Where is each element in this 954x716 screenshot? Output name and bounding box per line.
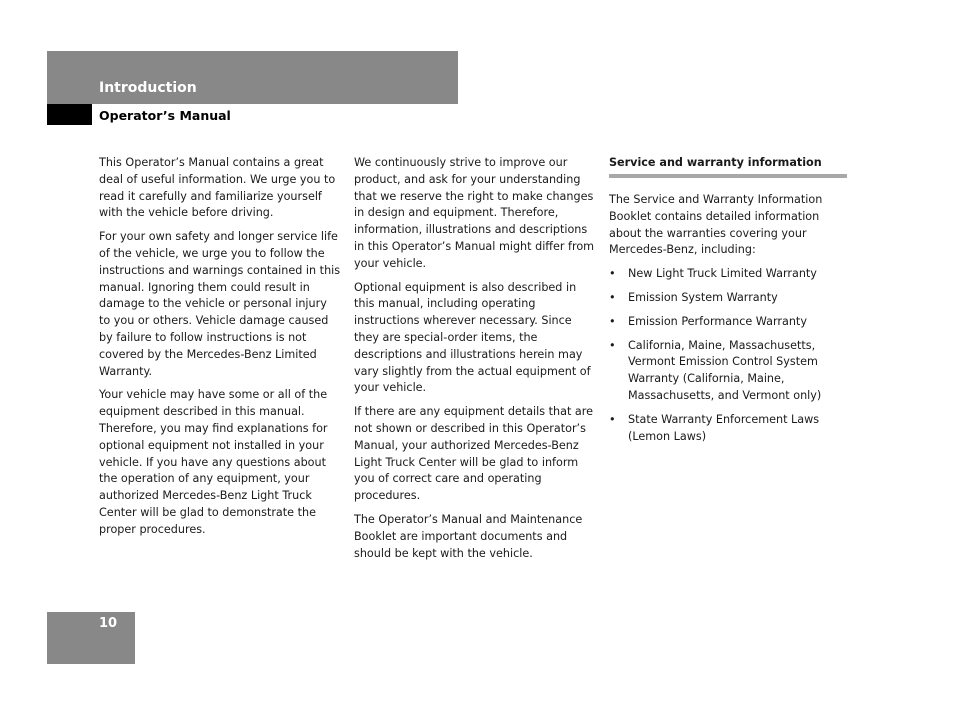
text-column-3 [609, 155, 847, 452]
text-column-1 [99, 155, 341, 546]
bullet-icon: • [609, 338, 616, 352]
list-item [609, 412, 847, 446]
paragraph: The Operator’s Manual and Maintenance Booklet are important documents and should be kept with the vehicle. [354, 512, 583, 560]
list-item-text: Emission System Warranty [628, 290, 778, 304]
warranty-heading: Service and warranty information [609, 155, 847, 178]
page-number: 10 [99, 616, 118, 631]
bullet-icon: • [609, 412, 616, 426]
warranty-list [609, 266, 847, 445]
list-item [609, 290, 847, 307]
bullet-icon: • [609, 314, 616, 328]
list-item-text: California, Maine, Massachusetts, Vermont Emission Control System Warranty (California, Maine, Massachusetts, and Vermont only) [628, 338, 822, 402]
paragraph: Your vehicle may have some or all of the equipment described in this manual. Therefore, you may find explanations for optional equipment not installed in your vehicle. If you have any questions about the operation of any equipment, your authorized Mercedes-Benz Light Truck Center will be glad to demonstrate the proper procedures. [99, 388, 328, 536]
paragraph: Optional equipment is also described in this manual, including operating instructions wherever necessary. Since they are special-order items, the descriptions and illustrations herein may vary slightly from the actual equipment of your vehicle. [354, 280, 591, 395]
warranty-intro: The Service and Warranty Information Booklet contains detailed information about the warranties covering your Mercedes-Benz, including: [609, 193, 823, 257]
paragraph: This Operator’s Manual contains a great deal of useful information. We urge you to read it carefully and familiarize yourself with the vehicle before driving. [99, 156, 336, 220]
subsection-title: Operator’s Manual [99, 108, 231, 123]
section-tab-marker [47, 104, 92, 125]
paragraph: For your own safety and longer service life of the vehicle, we urge you to follow the instructions and warnings contained in this manual. Ignoring them could result in damage to the vehicle or personal injury to you or others. Vehicle damage caused by failure to follow instructions is not covered by the Mercedes-Benz Limited Warranty. [99, 230, 341, 378]
list-item [609, 266, 847, 283]
list-item-text: Emission Performance Warranty [628, 314, 807, 328]
page-number-box [47, 612, 135, 664]
list-item [609, 338, 847, 405]
bullet-icon: • [609, 290, 616, 304]
section-title: Introduction [99, 80, 197, 96]
paragraph: If there are any equipment details that are not shown or described in this Operator’s Manual, your authorized Mercedes-Benz Light Truck Center will be glad to inform you of correct care and operating procedures. [354, 405, 594, 503]
bullet-icon: • [609, 267, 616, 281]
list-item [609, 314, 847, 331]
list-item-text: New Light Truck Limited Warranty [628, 267, 817, 281]
text-column-2 [354, 155, 596, 569]
list-item-text: State Warranty Enforcement Laws (Lemon Laws) [628, 412, 820, 443]
header-band [47, 51, 458, 104]
paragraph: We continuously strive to improve our product, and ask for your understanding that we reserve the right to make changes in design and equipment. Therefore, information, illustrations and descriptions in this Operator’s Manual might differ from your vehicle. [354, 156, 595, 270]
